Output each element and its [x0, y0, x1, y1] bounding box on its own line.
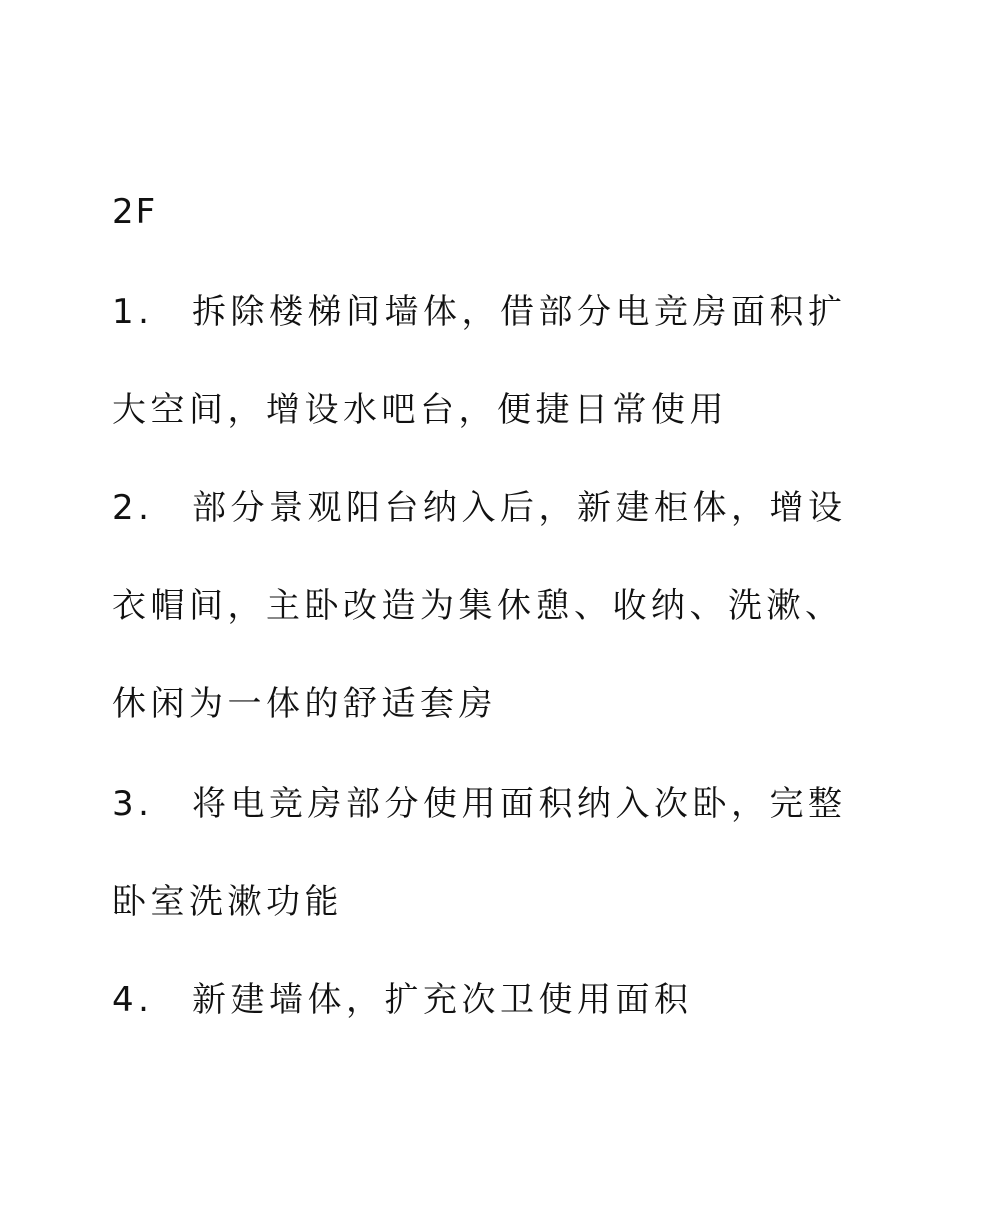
list-item-line — [112, 951, 892, 1049]
list-item-text: 部分景观阳台纳入后，新建柜体，增设 — [192, 488, 847, 528]
list-item — [112, 459, 892, 753]
list-item-text: 衣帽间，主卧改造为集休憩、收纳、洗漱、 — [112, 586, 844, 626]
list-item-text: 休闲为一体的舒适套房 — [112, 684, 497, 724]
list-item-line — [112, 263, 892, 361]
list-item-number: 4. — [112, 980, 154, 1020]
list-item-text: 将电竞房部分使用面积纳入次卧，完整 — [192, 784, 847, 824]
list-item-number: 3. — [112, 784, 154, 824]
list-item — [112, 755, 892, 951]
list-item — [112, 951, 892, 1049]
list-item-number: 2. — [112, 488, 154, 528]
list-item-number: 1. — [112, 292, 154, 332]
list-item-text: 卧室洗漱功能 — [112, 882, 343, 922]
list-item-text: 拆除楼梯间墙体，借部分电竞房面积扩 — [192, 292, 847, 332]
floor-heading: 2F — [112, 192, 158, 232]
list-item-line — [112, 459, 892, 557]
list-item-line — [112, 755, 892, 853]
list-item — [112, 263, 892, 459]
list-item-text: 大空间，增设水吧台，便捷日常使用 — [112, 390, 728, 430]
list-item-text: 新建墙体，扩充次卫使用面积 — [192, 980, 693, 1020]
